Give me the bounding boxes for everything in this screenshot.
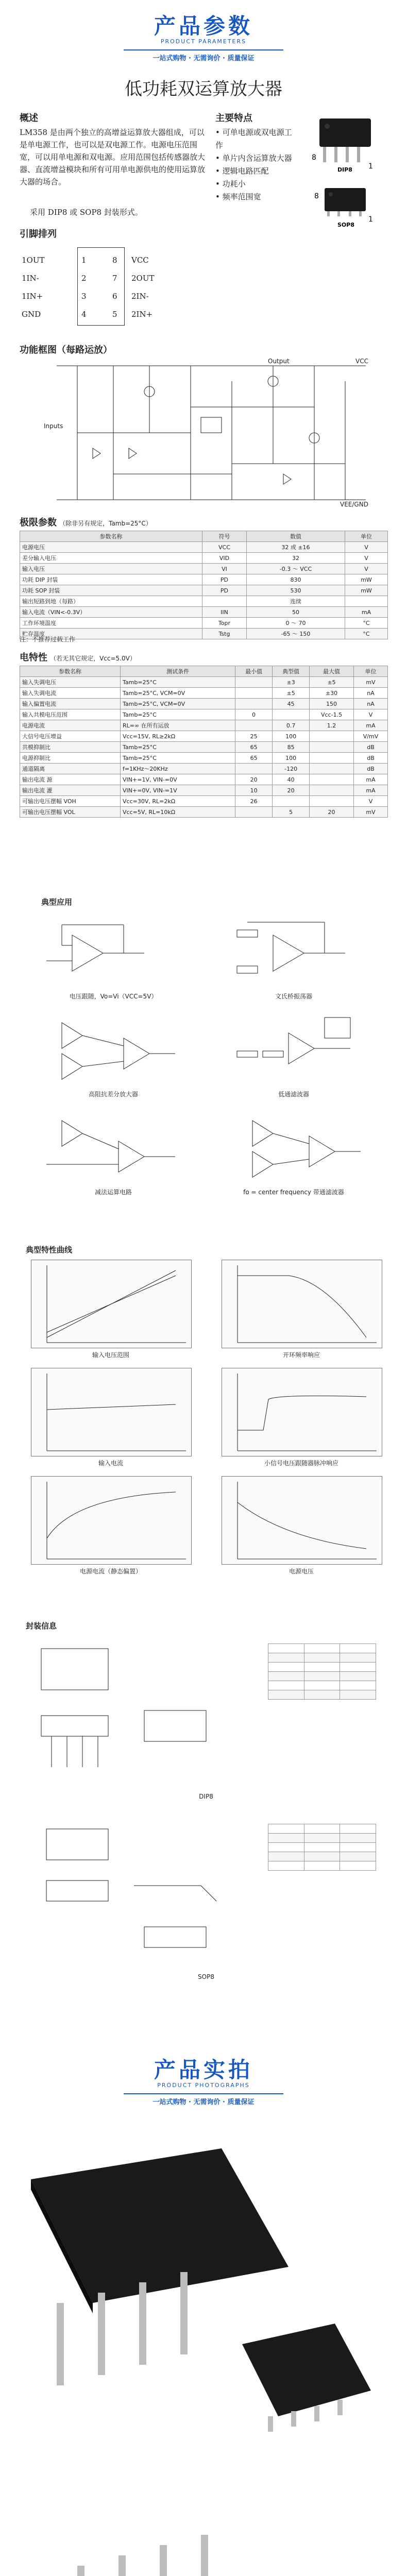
abs-max-header <box>20 515 152 529</box>
app-circuit-4 <box>222 1012 366 1084</box>
dip-pin1-label: 1 <box>368 162 373 171</box>
dip-pin8-label: 8 <box>312 154 316 162</box>
curves-grid <box>26 1260 386 1579</box>
features-list <box>215 126 298 204</box>
photos-subtitle: PRODUCT PHOTOGRAPHS <box>157 2082 250 2089</box>
pkg-heading: 封装信息 <box>26 1621 57 1631</box>
app-circuit-3 <box>41 1012 185 1084</box>
pin-number: 6 <box>112 292 117 301</box>
curves-heading: 典型特性曲线 <box>26 1245 73 1255</box>
sop-caption: SOP8 <box>198 1973 214 1980</box>
header-subtitle: PRODUCT PARAMETERS <box>160 38 247 45</box>
sop8-label: SOP8 <box>337 222 354 228</box>
pin-number: 4 <box>81 310 87 319</box>
vee-label: VEE/GND <box>340 501 368 508</box>
sop-pin1-label: 1 <box>368 215 373 224</box>
dip-caption: DIP8 <box>199 1793 213 1800</box>
sop8-drawing <box>31 1814 252 1968</box>
dip8-label: DIP8 <box>337 166 352 173</box>
package-drawings <box>31 1638 381 1999</box>
elec-table <box>20 666 388 818</box>
curve-graph-1 <box>31 1260 192 1348</box>
table-row: 工作环境温度 Topr 0 ～ 70 °C <box>20 618 388 629</box>
apps-grid <box>31 914 381 1224</box>
product-photos <box>0 2117 407 2576</box>
curve-caption: 输入电流 <box>98 1460 123 1467</box>
table-row: 大信号电压增益 Vcc=15V, RL≥2kΩ 25 100 V/mV <box>20 731 388 742</box>
table-row: 功耗 DIP 封装 PD 830 mW <box>20 574 388 585</box>
schematic <box>44 358 376 508</box>
photos-tagline: 一站式购物 · 无需询价 · 质量保证 <box>152 2098 255 2106</box>
dip8-drawing <box>31 1638 252 1783</box>
table-row: 贮存温度 Tstg -65 ～ 150 °C <box>20 629 388 639</box>
curve-caption: 电源电流（静态偏置） <box>79 1568 142 1575</box>
abs-max-heading: 极限参数 <box>20 517 57 528</box>
table-row: 可输出电压摆幅 VOL Vcc=5V, RL=10kΩ 5 20 mV <box>20 807 388 818</box>
package-images <box>301 111 389 245</box>
pin-name: 1OUT <box>22 256 45 265</box>
curve-graph-4 <box>222 1368 382 1456</box>
feature-item: • 单片内含运算放大器 <box>215 154 292 163</box>
header-tagline: 一站式购物 · 无需询价 · 质量保证 <box>152 55 255 62</box>
elec-condition: （若无其它规定，Vcc=5.0V） <box>50 655 136 662</box>
vcc-label: VCC <box>355 358 368 365</box>
app-circuit-2 <box>222 914 366 987</box>
table-row: 输入失调电压 Tamb=25°C ±3 ±5 mV <box>20 677 388 688</box>
document-title: 低功耗双运算放大器 <box>125 79 282 99</box>
curve-graph-3 <box>31 1368 192 1456</box>
feature-item: • 可单电源或双电源工作 <box>215 128 292 150</box>
pin-name: GND <box>22 310 41 319</box>
table-row: 功耗 SOP 封装 PD 530 mW <box>20 585 388 596</box>
app-caption: 减法运算电路 <box>94 1189 132 1196</box>
table-row: 电源电流 RL=∞ 在所有运放 0.7 1.2 mA <box>20 720 388 731</box>
inputs-label: Inputs <box>44 422 63 430</box>
photos-title: 产品实拍 <box>154 2057 253 2082</box>
table-header-row: 参数名称 符号 数值 单位 <box>20 531 388 542</box>
sop-dim-table <box>268 1824 376 1871</box>
sop-pin8-label: 8 <box>314 192 319 200</box>
app-caption: 高阻抗差分放大器 <box>88 1091 138 1098</box>
pin-number: 7 <box>112 274 117 283</box>
curve-graph-2 <box>222 1260 382 1348</box>
pin-right-names <box>131 251 183 324</box>
dip-dim-table <box>268 1643 376 1700</box>
pin-diagram <box>15 247 185 335</box>
table-row: 输入电流（VIN<-0.3V） IIN 50 mA <box>20 607 388 618</box>
curve-caption: 电源电压 <box>289 1568 314 1575</box>
dip8-chip-image <box>319 118 371 162</box>
feature-item: • 频率范围宽 <box>215 192 261 201</box>
pin-name: 2IN+ <box>131 310 153 319</box>
schematic-drawing <box>46 361 376 507</box>
feature-item: • 功耗小 <box>215 179 246 189</box>
app-caption: fo = center frequency 带通滤波器 <box>243 1189 344 1196</box>
pin-number: 3 <box>81 292 87 301</box>
pin-number: 8 <box>112 256 117 265</box>
table-row: 输入共模电压范围 Tamb=25°C 0 Vcc-1.5 V <box>20 709 388 720</box>
pin-name: 2IN- <box>131 292 149 301</box>
table-row: 通道隔离 f=1KHz～20KHz -120 dB <box>20 764 388 774</box>
curve-caption: 开环频率响应 <box>282 1351 320 1359</box>
pin-left-names <box>22 251 73 324</box>
table-row: 输出电流 源 VIN+=1V, VIN-=0V 20 40 mA <box>20 774 388 785</box>
curve-caption: 输入电压范围 <box>92 1351 129 1359</box>
table-row: 差分输入电压 VID 32 V <box>20 553 388 564</box>
overview-text: LM358 是由两个独立的高增益运算放大器组成，可以是单电源工作，也可以是双电源工作。电源电压范围宽，可以用单电源和双电源。应用范围包括传感器放大器、直流增益模块和所有可用单电源供电的使用运算放大器的场合。 <box>20 128 206 187</box>
feature-item: • 逻辑电路匹配 <box>215 166 269 176</box>
overview-heading: 概述 <box>20 113 38 124</box>
dip8-photo-2 <box>52 2535 289 2576</box>
table-row: 输出电流 灌 VIN+=0V, VIN-=1V 10 20 mA <box>20 785 388 796</box>
pin-name: VCC <box>131 256 149 265</box>
pin-name: 1IN- <box>22 274 39 283</box>
app-circuit-5 <box>41 1110 185 1182</box>
pins-heading: 引脚排列 <box>20 229 57 240</box>
pin-number: 1 <box>81 256 87 265</box>
pin-number: 2 <box>81 274 87 283</box>
app-circuit-6 <box>222 1110 366 1182</box>
header-title: 产品参数 <box>154 13 253 39</box>
elec-heading: 电特性 <box>20 652 47 663</box>
table-header-row: 参数名称 测试条件 最小值 典型值 最大值 单位 <box>20 666 388 677</box>
header-divider <box>124 49 283 50</box>
output-label: Output <box>268 358 290 365</box>
app-circuit-1 <box>41 914 185 987</box>
abs-max-table <box>20 531 388 639</box>
chip-illustrations <box>301 111 389 245</box>
table-row: 电源电压 VCC 32 或 ±16 V <box>20 542 388 553</box>
pin-name: 2OUT <box>131 274 155 283</box>
pin-number: 5 <box>112 310 117 319</box>
apps-heading: 典型应用 <box>41 897 73 907</box>
sop8-photo-1 <box>242 2324 371 2432</box>
pin-left-numbers <box>81 251 92 324</box>
chip-photos <box>0 2117 407 2576</box>
abs-max-note: 注：不推荐过载工作 <box>20 636 76 643</box>
sop8-chip-image <box>325 188 366 216</box>
app-caption: 低通滤波器 <box>278 1091 309 1098</box>
features-heading: 主要特点 <box>215 113 252 124</box>
table-row: 输入电压 VI -0.3 ～ VCC V <box>20 564 388 574</box>
package-note: 采用 DIP8 或 SOP8 封装形式。 <box>30 208 143 217</box>
elec-header <box>20 650 136 664</box>
table-row: 电源抑制比 Tamb=25°C 65 100 dB <box>20 753 388 764</box>
pin-name: 1IN+ <box>22 292 43 301</box>
curve-graph-5 <box>31 1476 192 1565</box>
app-caption: 电压跟随，Vo=Vi（VCC=5V） <box>69 993 158 1000</box>
table-row: 共模抑制比 Tamb=25°C 65 85 dB <box>20 742 388 753</box>
app-caption: 文氏桥振荡器 <box>275 993 312 1000</box>
table-row: 输出短路到地（每路） 连续 <box>20 596 388 607</box>
table-row: 输入失调电流 Tamb=25°C, VCM=0V ±5 ±30 nA <box>20 688 388 699</box>
table-row: 输入偏置电流 Tamb=25°C, VCM=0V 45 150 nA <box>20 699 388 709</box>
abs-max-condition: （除非另有规定，Tamb=25°C） <box>59 520 152 527</box>
table-row: 可输出电压摆幅 VOH Vcc=30V, RL=2kΩ 26 V <box>20 796 388 807</box>
block-heading: 功能框图（每路运放） <box>20 345 112 355</box>
pin-right-numbers <box>112 251 123 324</box>
photos-divider <box>124 2093 283 2094</box>
curve-graph-6 <box>222 1476 382 1565</box>
curve-caption: 小信号电压跟随器脉冲响应 <box>264 1460 338 1467</box>
